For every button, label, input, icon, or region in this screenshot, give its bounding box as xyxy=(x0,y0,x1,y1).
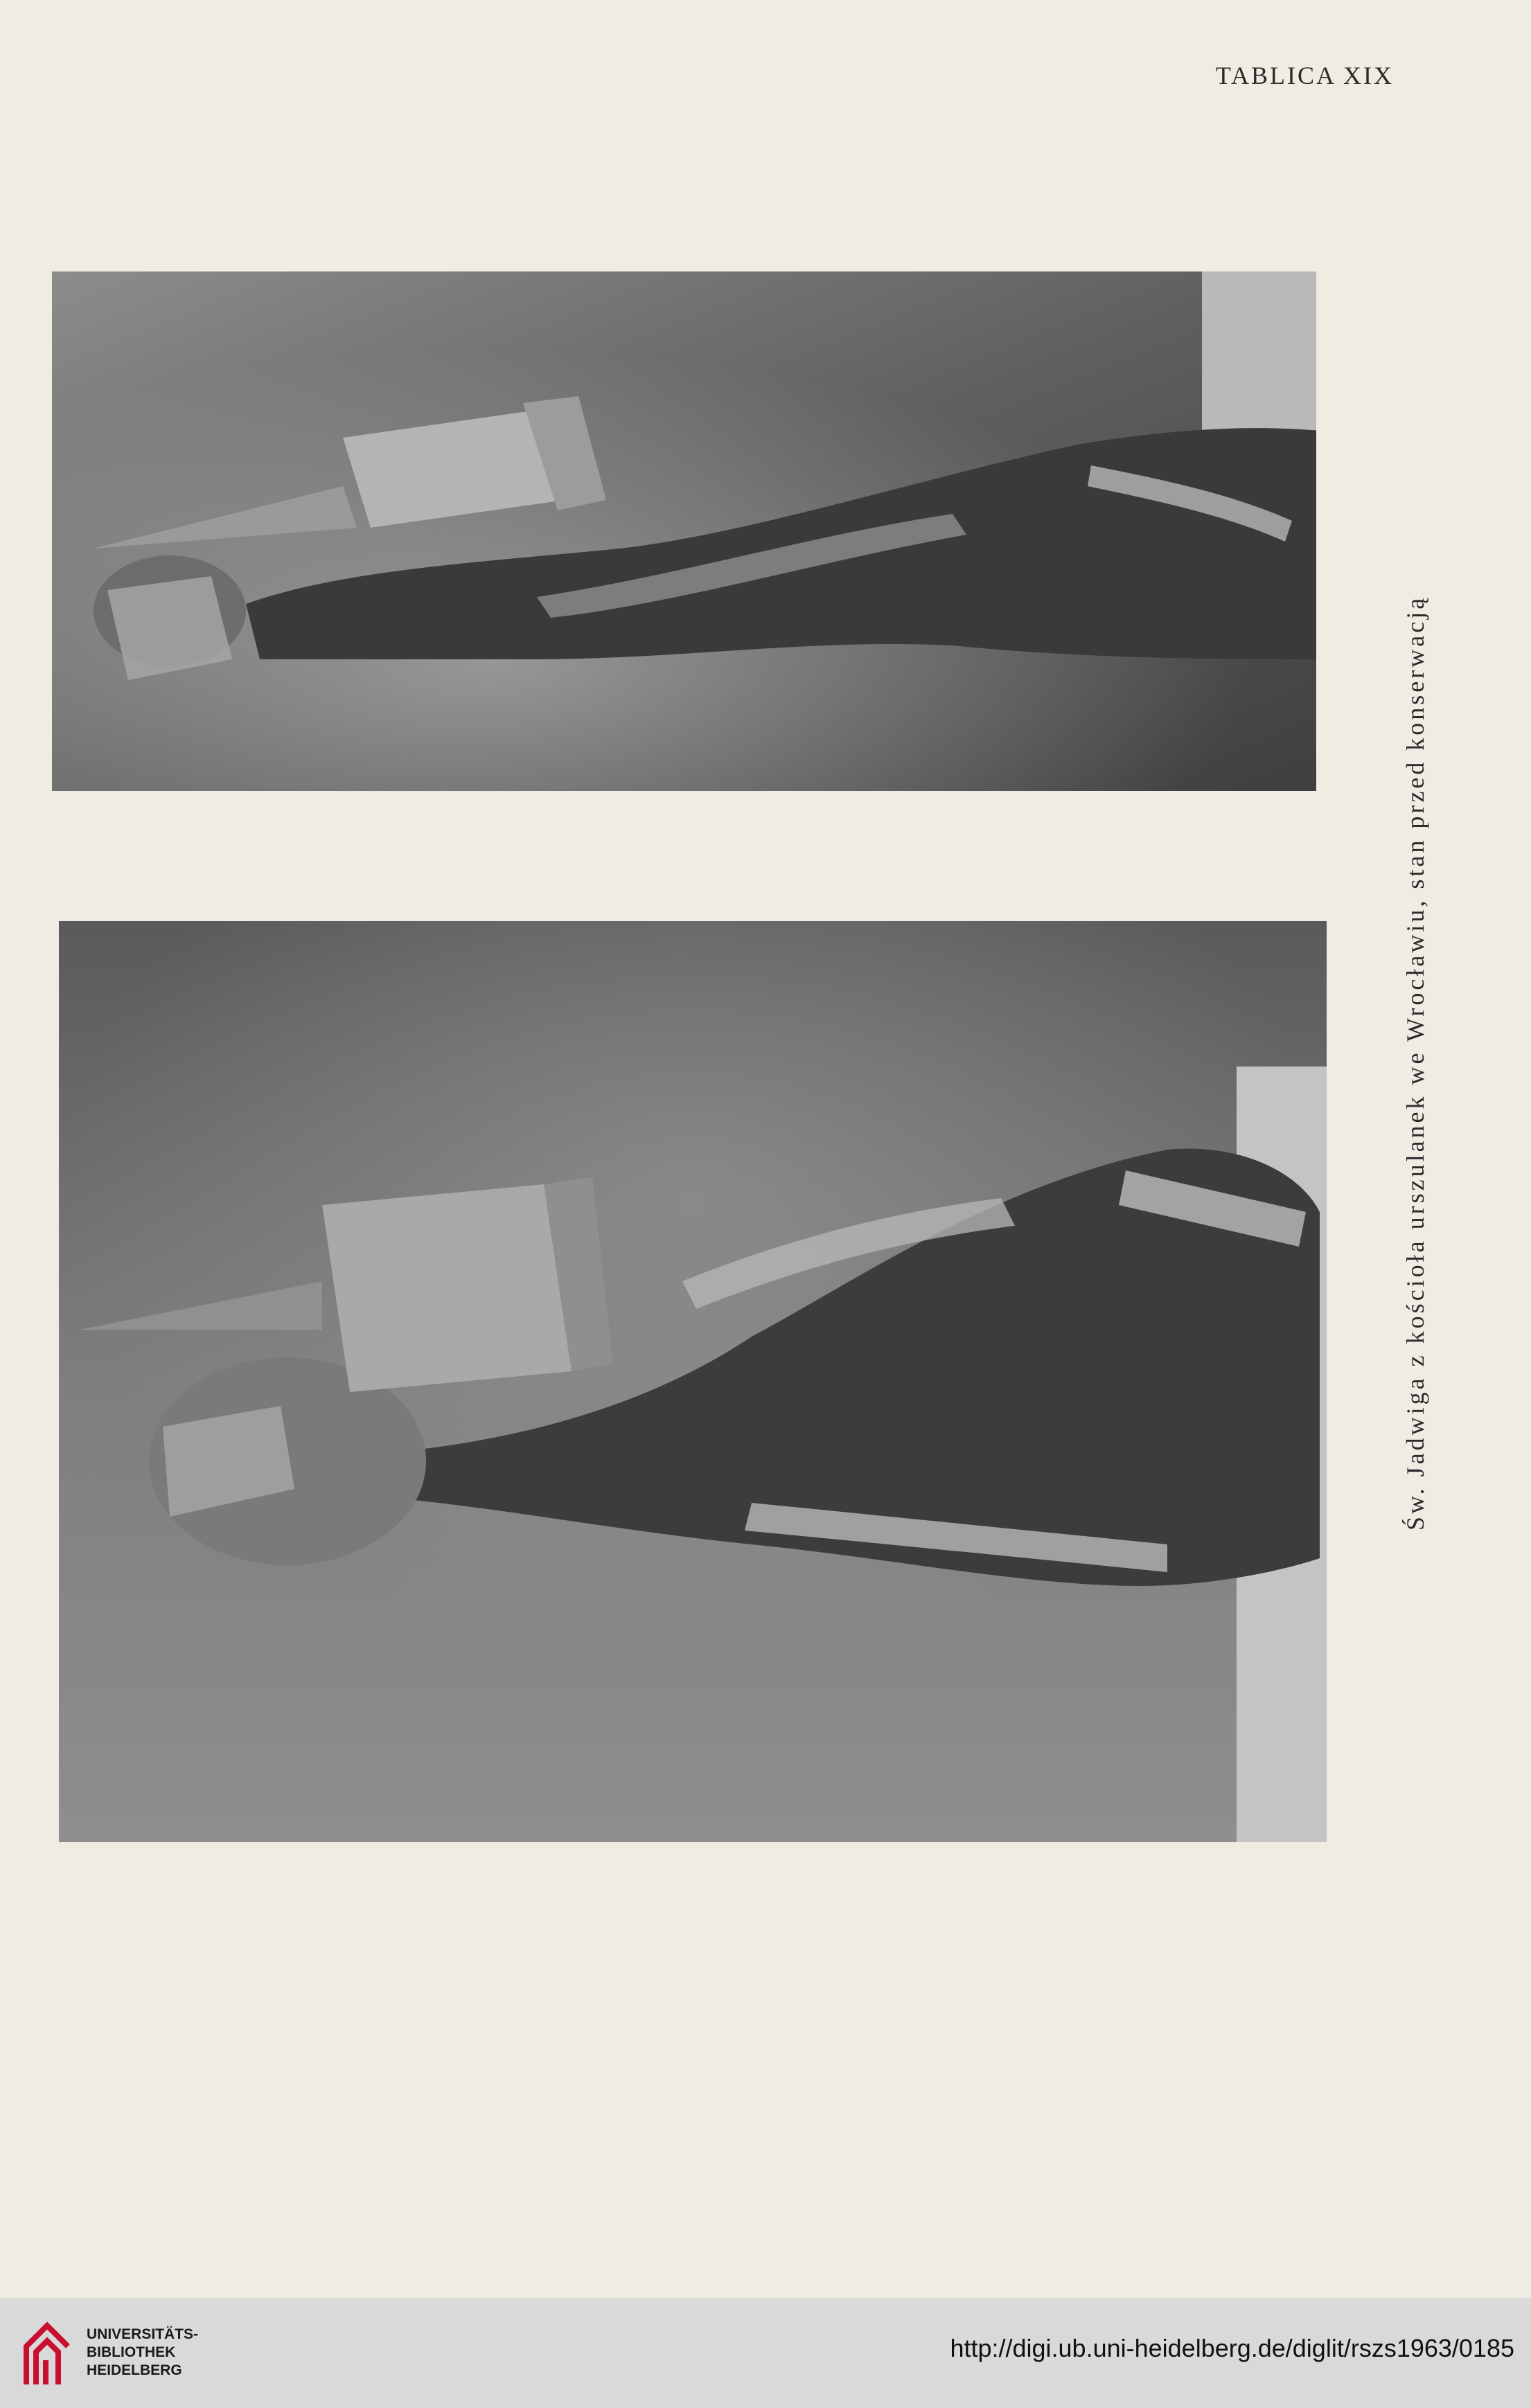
plate-label: TABLICA XIX xyxy=(1215,62,1394,89)
library-name: UNIVERSITÄTS- BIBLIOTHEK HEIDELBERG xyxy=(87,2326,199,2378)
permalink-url[interactable]: http://digi.ub.uni-heidelberg.de/diglit/rszs1963/0185 xyxy=(950,2334,1514,2362)
university-library-logo-icon xyxy=(19,2319,75,2388)
photo-statue-profile xyxy=(52,271,1316,791)
library-footer xyxy=(0,2298,1531,2408)
photo-statue-front xyxy=(59,921,1327,1842)
figure-caption: Św. Jadwiga z kościoła urszulanek we Wrocławiu, stan przed konserwacją xyxy=(1401,595,1429,1531)
